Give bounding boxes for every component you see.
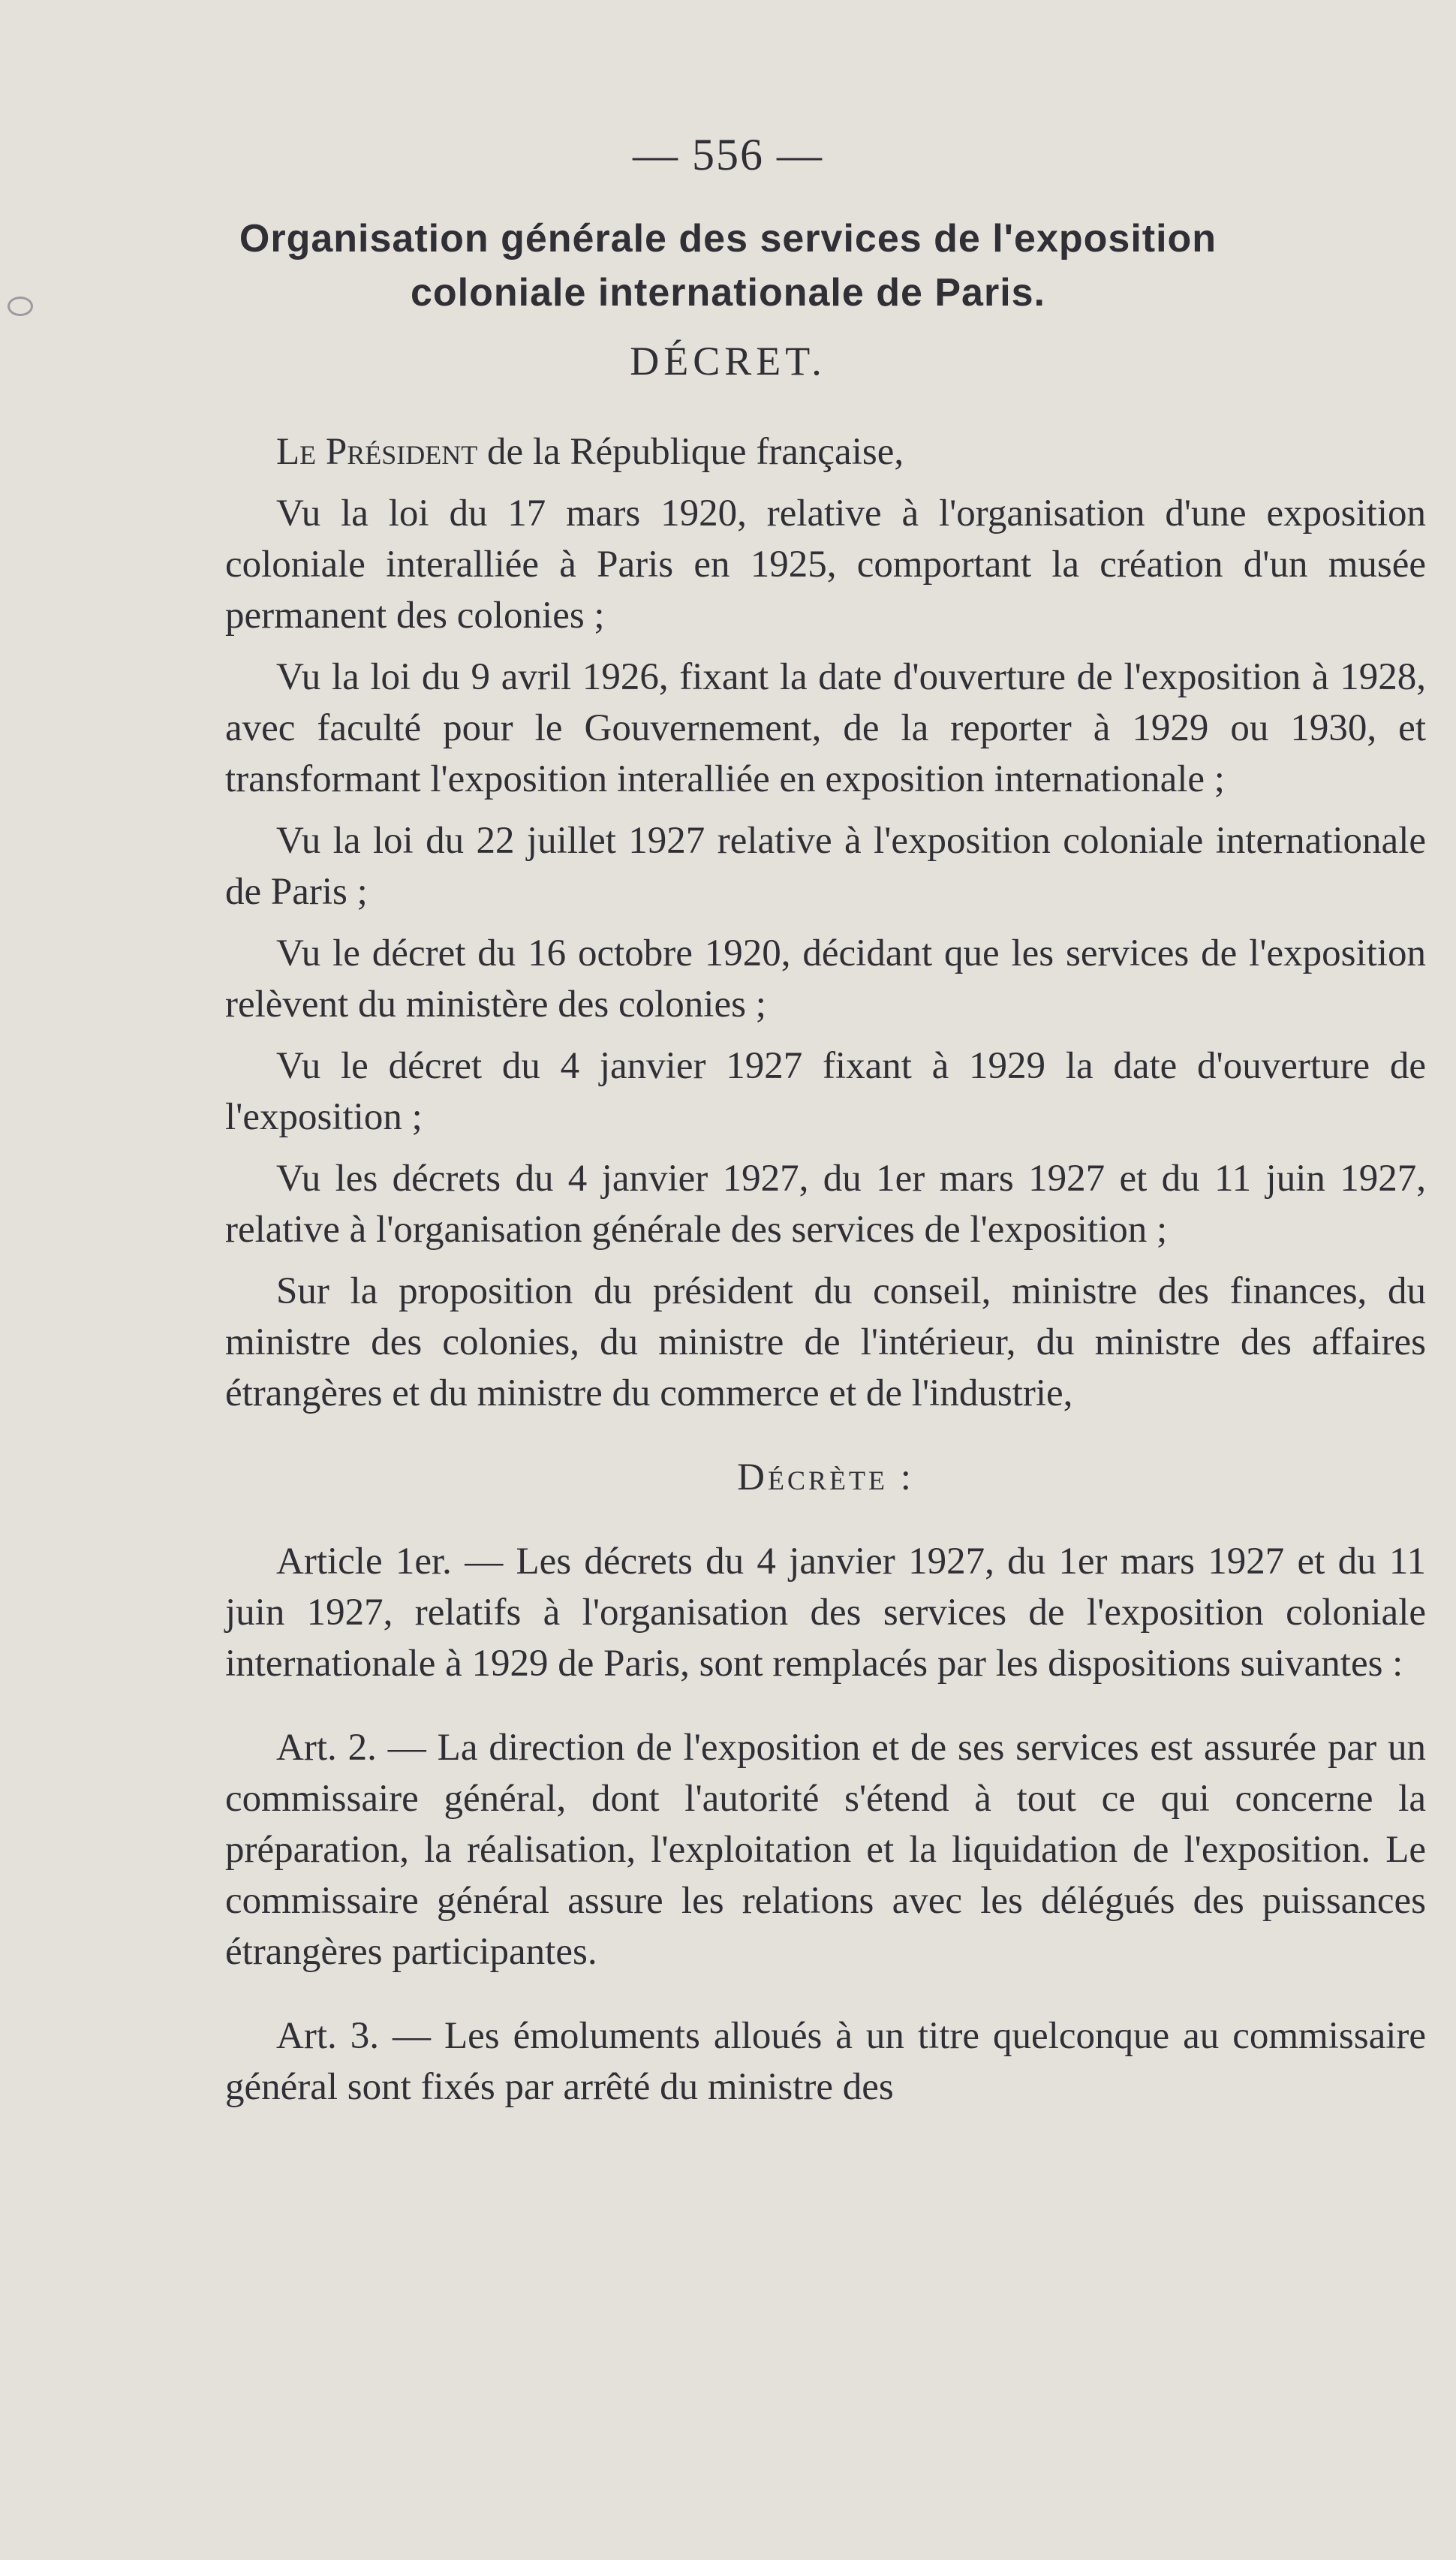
decree-body bbox=[225, 426, 1426, 2113]
paragraph: Vu la loi du 22 juillet 1927 relative à l'exposition coloniale internationale de Paris ; bbox=[225, 820, 1426, 913]
paragraph: Sur la proposition du président du conseil, ministre des finances, du ministre des colonies, du ministre de l'intérieur, du ministre des affaires étrangères et du ministre du commerce et de l'industrie, bbox=[225, 1270, 1426, 1414]
article: Article 1er. — Les décrets du 4 janvier 1927, du 1er mars 1927 et du 11 juin 1927, relatifs à l'organisation des services de l'exposition coloniale internationale à 1929 de Paris, sont remplacés par les dispositions suivantes : bbox=[225, 1541, 1426, 1685]
article: Art. 2. — La direction de l'exposition et de ses services est assurée par un commissaire général, dont l'autorité s'étend à tout ce qui concerne la préparation, la réalisation, l'exploitation et la liquidation de l'exposition. Le commissaire général assure les relations avec les délégués des puissances étrangères participantes. bbox=[225, 1727, 1426, 1973]
paragraph: Vu la loi du 9 avril 1926, fixant la date d'ouverture de l'exposition à 1928, avec faculté pour le Gouvernement, de la reporter à 1929 ou 1930, et transformant l'exposition interalliée en exposition internationale ; bbox=[225, 656, 1426, 800]
decree-label: DÉCRET. bbox=[630, 339, 826, 384]
paragraph: Vu la loi du 17 mars 1920, relative à l'organisation d'une exposition coloniale interalliée à Paris en 1925, comportant la création d'un musée permanent des colonies ; bbox=[225, 492, 1426, 637]
paragraph: Vu le décret du 4 janvier 1927 fixant à 1929 la date d'ouverture de l'exposition ; bbox=[225, 1045, 1426, 1138]
president-rest: de la République française, bbox=[477, 431, 904, 473]
article: Art. 3. — Les émoluments alloués à un titre quelconque au commissaire général sont fixés par arrêté du ministre des bbox=[225, 2015, 1426, 2108]
heading-line-1: Organisation générale des services de l'exposition bbox=[239, 217, 1217, 261]
heading-line-2: coloniale internationale de Paris. bbox=[410, 271, 1046, 315]
president-line bbox=[225, 426, 1426, 477]
page-number: — 556 — bbox=[633, 130, 823, 179]
paragraph: Vu les décrets du 4 janvier 1927, du 1er mars 1927 et du 11 juin 1927, relative à l'organisation générale des services de l'exposition ; bbox=[225, 1158, 1426, 1251]
document-heading bbox=[0, 212, 1456, 320]
paragraph: Vu le décret du 16 octobre 1920, décidant que les services de l'exposition relèvent du ministère des colonies ; bbox=[225, 932, 1426, 1026]
president-title: Le Président bbox=[276, 431, 478, 473]
decrees-label: Décrète : bbox=[737, 1456, 914, 1498]
